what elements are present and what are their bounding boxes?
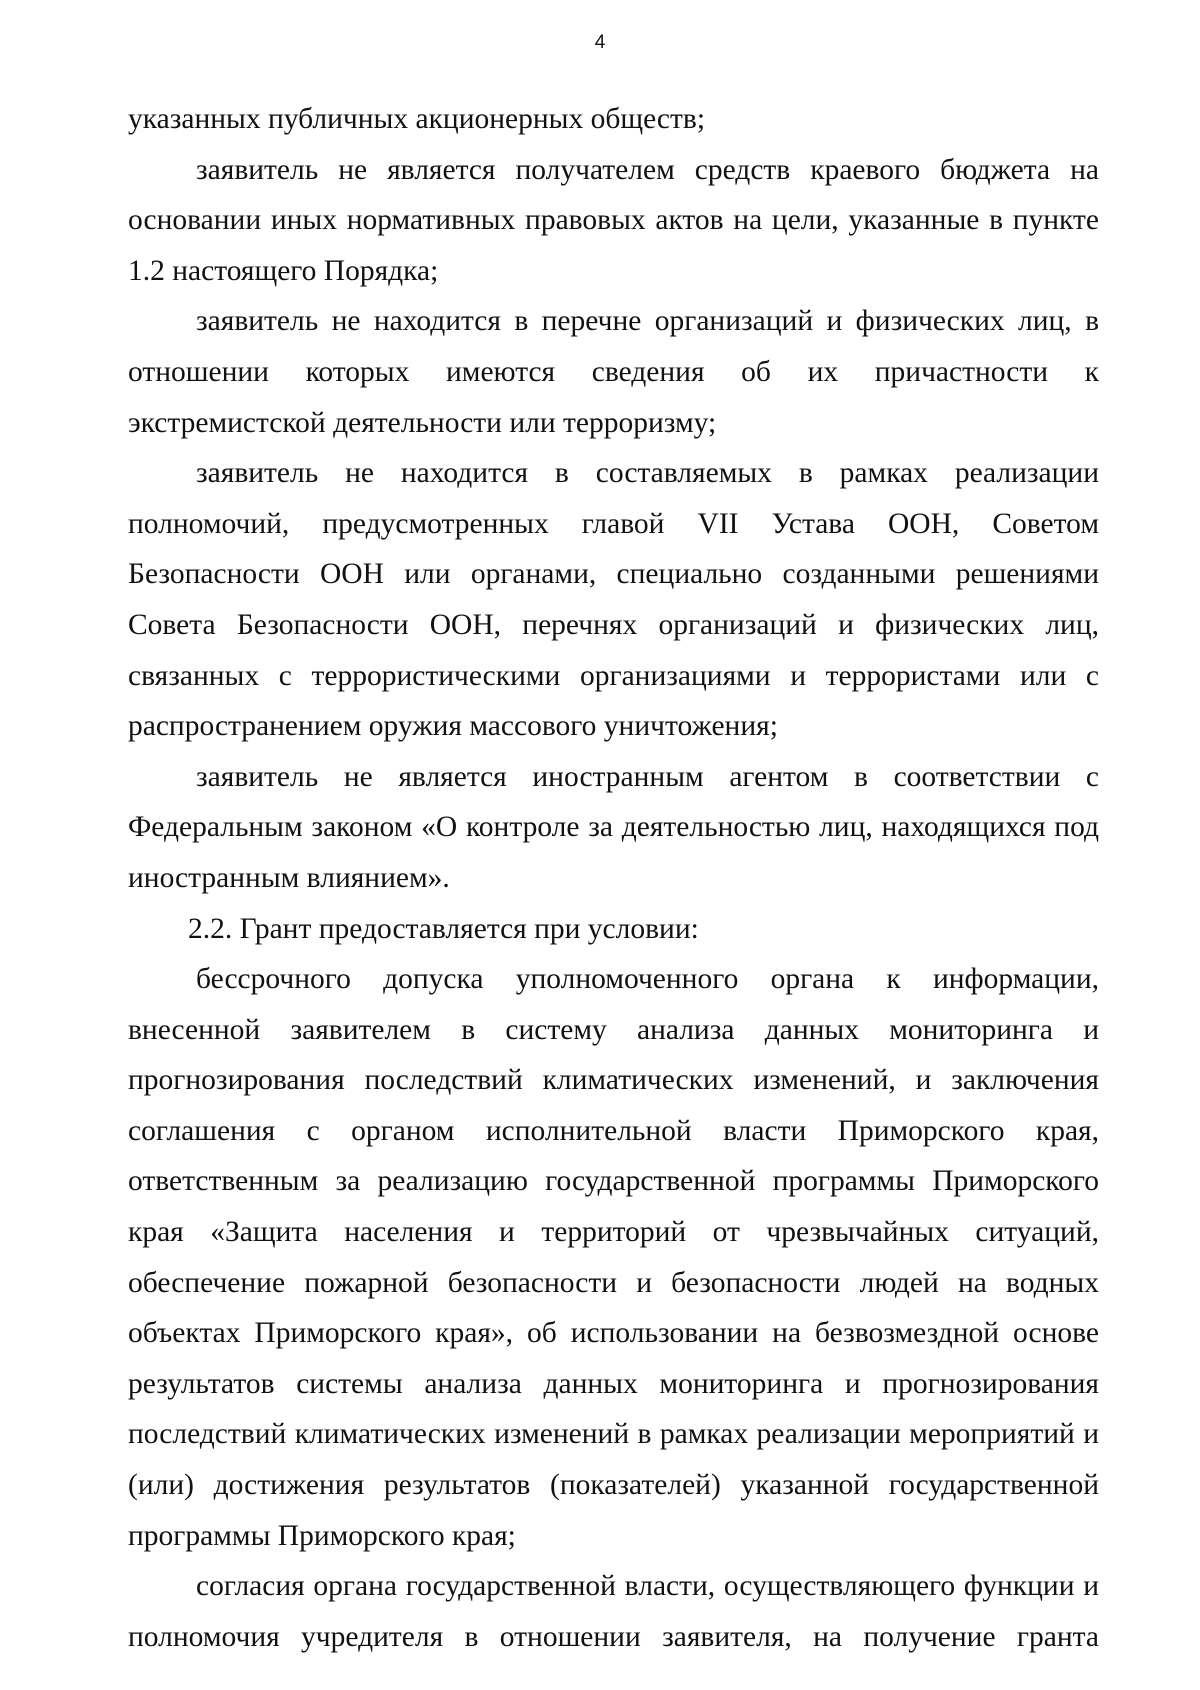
paragraph-continuation: указанных публичных акционерных обществ; — [128, 103, 706, 135]
document-body — [128, 94, 1099, 1662]
paragraph-extremism-condition: заявитель не находится в перечне организаций и физических лиц, в отношении которых имеются сведения об их причастности к экстремистской деятельности или терроризму; — [128, 305, 1099, 439]
paragraph-budget-condition: заявитель не является получателем средств краевого бюджета на основании иных нормативных правовых актов на цели, указанные в пункте 1.2 настоящего Порядка; — [128, 153, 1099, 287]
paragraph-consent-condition: согласия органа государственной власти, осуществляющего функции и полномочия учредителя в отношении заявителя, на получение гранта — [128, 1570, 1099, 1653]
section-2-2-heading: 2.2. Грант предоставляется при условии: — [188, 912, 699, 945]
paragraph-un-lists-condition: заявитель не находится в составляемых в рамках реализации полномочий, предусмотренных главой VII Устава ООН, Советом Безопасности ООН или органами, специально созданными решениями Совета Безопасности ООН, перечнях организаций и физических лиц, связанных с террористическими организациями и террористами или с распространением оружия массового уничтожения; — [128, 457, 1099, 743]
paragraph-access-condition: бессрочного допуска уполномоченного органа к информации, внесенной заявителем в систему анализа данных мониторинга и прогнозирования последствий климатических изменений, и заключения соглашения с органом исполнительной власти Приморского края, ответственным за реализацию государственной программы Приморского края «Защита населения и территорий от чрезвычайных ситуаций, обеспечение пожарной безопасности и безопасности людей на водных объектах Приморского края», об использовании на безвозмездной основе результатов системы анализа данных мониторинга и прогнозирования последствий климатических изменений в рамках реализации мероприятий и (или) достижения результатов (показателей) указанной государственной программы Приморского края; — [128, 963, 1099, 1552]
paragraph-foreign-agent-condition: заявитель не является иностранным агентом в соответствии с Федеральным законом «О контроле за деятельностью лиц, находящихся под иностранным влиянием». — [128, 760, 1099, 894]
page-number: 4 — [594, 32, 606, 53]
